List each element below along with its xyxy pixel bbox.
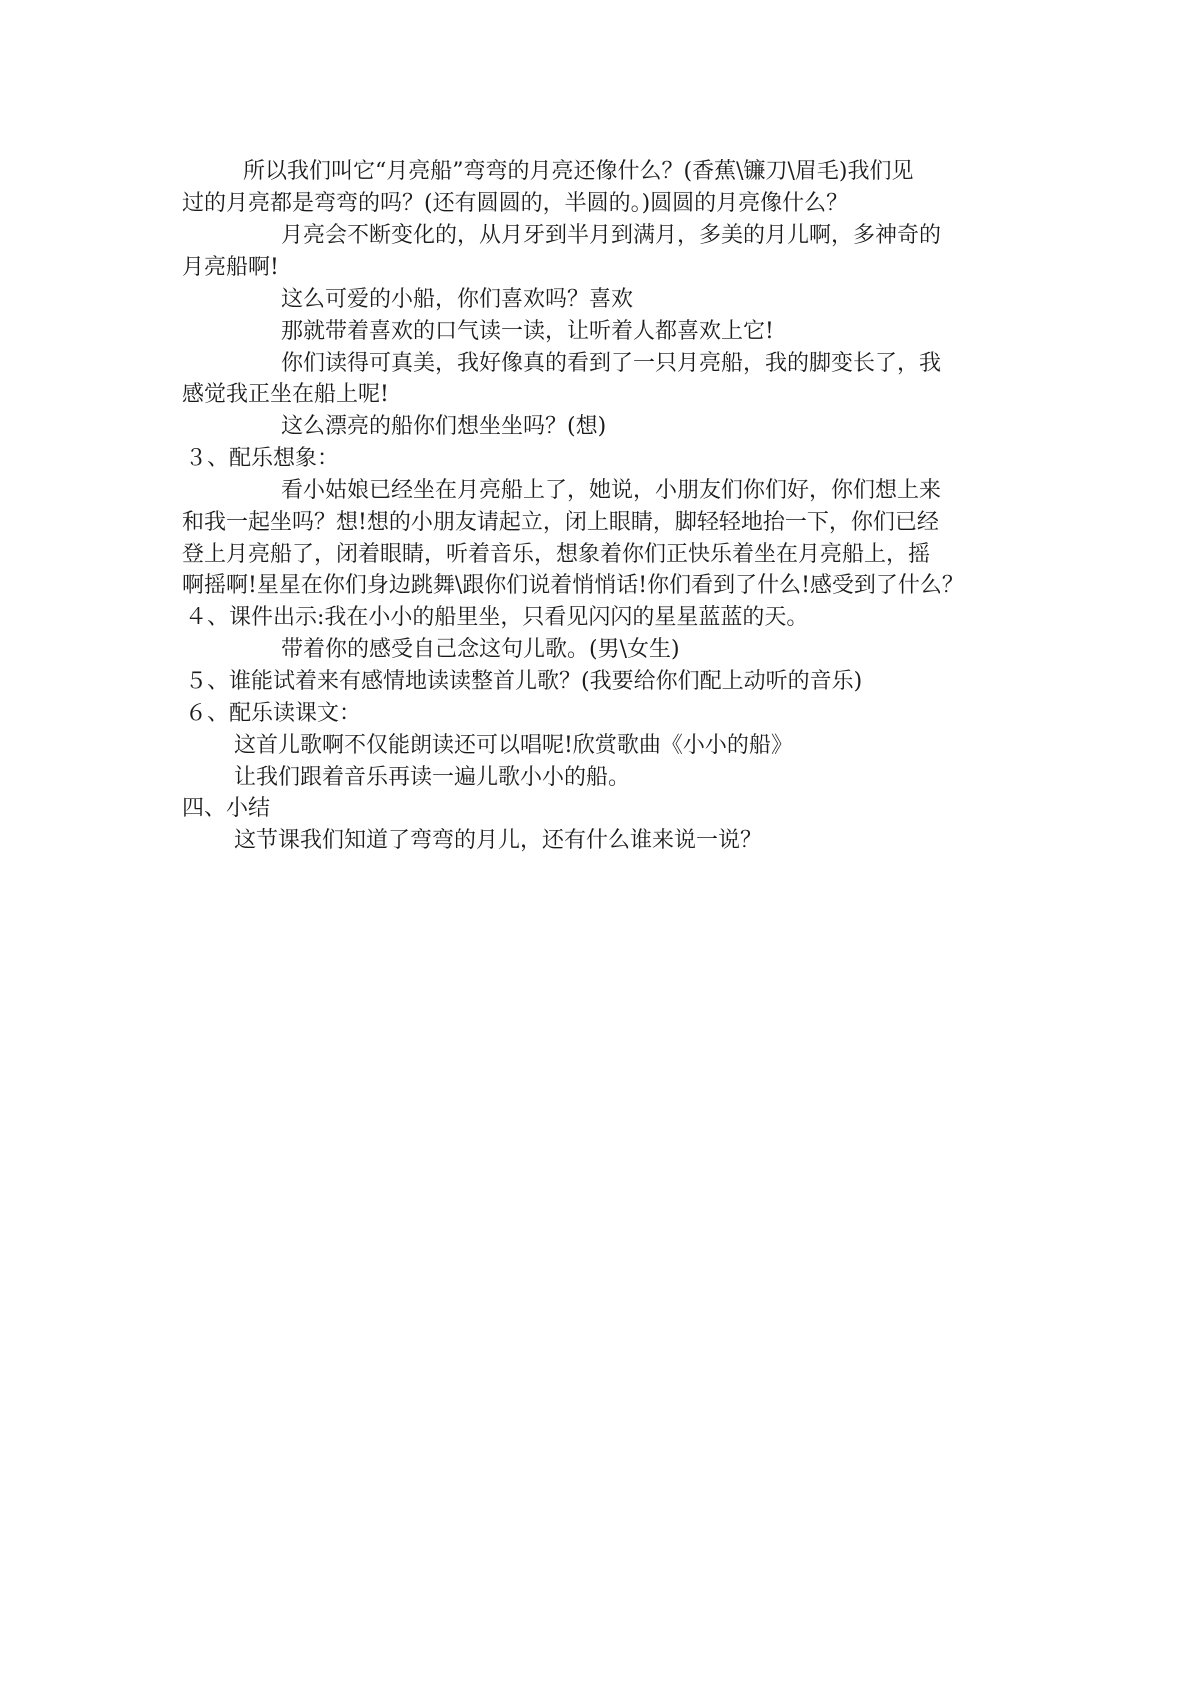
paragraph-line: 这首儿歌啊不仅能朗读还可以唱呢!欣赏歌曲《小小的船》 bbox=[234, 733, 793, 758]
paragraph-line: 那就带着喜欢的口气读一读，让听着人都喜欢上它! bbox=[281, 319, 774, 344]
paragraph-line: 登上月亮船了，闭着眼睛，听着音乐，想象着你们正快乐着坐在月亮船上，摇 bbox=[182, 542, 931, 567]
section-heading: 四、小结 bbox=[182, 796, 271, 821]
section-heading: ６、配乐读课文： bbox=[185, 701, 362, 726]
paragraph-line: 月亮会不断变化的，从月牙到半月到满月，多美的月儿啊，多神奇的 bbox=[281, 223, 942, 248]
paragraph-line: 让我们跟着音乐再读一遍儿歌小小的船。 bbox=[234, 765, 631, 790]
section-heading: ３、配乐想象： bbox=[185, 446, 340, 471]
paragraph-line: 啊摇啊!星星在你们身边跳舞\跟你们说着悄悄话!你们看到了什么!感受到了什么？ bbox=[182, 573, 964, 598]
paragraph-line: 看小姑娘已经坐在月亮船上了，她说，小朋友们你们好，你们想上来 bbox=[281, 478, 942, 503]
paragraph-line: 感觉我正坐在船上呢! bbox=[182, 382, 389, 407]
paragraph-line: 这么可爱的小船，你们喜欢吗？喜欢 bbox=[281, 287, 634, 312]
section-heading: ５、谁能试着来有感情地读读整首儿歌？(我要给你们配上动听的音乐) bbox=[185, 669, 863, 694]
paragraph-line: 这么漂亮的船你们想坐坐吗？(想) bbox=[281, 414, 607, 439]
paragraph-line: 带着你的感受自己念这句儿歌。(男\女生) bbox=[281, 637, 680, 662]
paragraph-line: 和我一起坐吗？想!想的小朋友请起立，闭上眼睛，脚轻轻地抬一下，你们已经 bbox=[182, 510, 939, 535]
paragraph-line: 月亮船啊! bbox=[182, 255, 279, 280]
paragraph-line: 过的月亮都是弯弯的吗？(还有圆圆的，半圆的。)圆圆的月亮像什么？ bbox=[182, 191, 849, 216]
paragraph-line: 这节课我们知道了弯弯的月儿，还有什么谁来说一说？ bbox=[234, 828, 763, 853]
paragraph-line: 你们读得可真美，我好像真的看到了一只月亮船，我的脚变长了，我 bbox=[281, 351, 942, 376]
paragraph-line: 所以我们叫它“月亮船”弯弯的月亮还像什么？(香蕉\镰刀\眉毛)我们见 bbox=[243, 159, 914, 184]
section-heading: ４、课件出示:我在小小的船里坐，只看见闪闪的星星蓝蓝的天。 bbox=[185, 605, 809, 630]
